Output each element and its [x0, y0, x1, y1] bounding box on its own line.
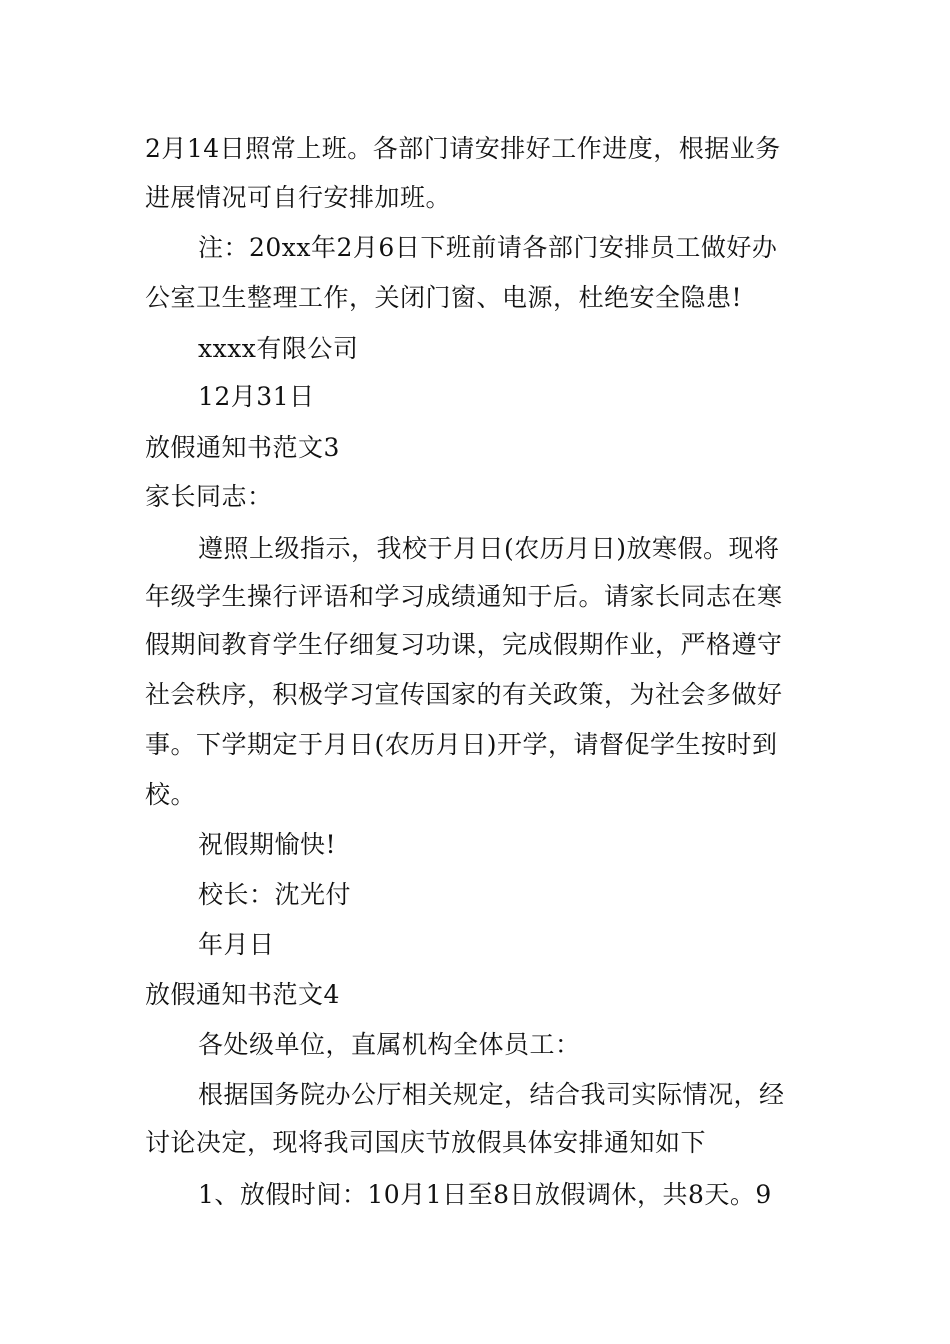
text-line: 遵照上级指示，我校于月日(农历月日)放寒假。现将	[198, 534, 780, 563]
salutation: 各处级单位，直属机构全体员工：	[198, 1030, 581, 1059]
text-line: 社会秩序，积极学习宣传国家的有关政策，为社会多做好	[145, 680, 783, 709]
text-line: 事。下学期定于月日(农历月日)开学，请督促学生按时到	[145, 730, 778, 759]
section-heading: 放假通知书范文3	[145, 433, 340, 462]
text-line: 进展情况可自行安排加班。	[145, 183, 452, 212]
closing-wish: 祝假期愉快!	[198, 830, 337, 859]
signature-date: 年月日	[198, 930, 275, 959]
note-line: 注：20xx年2月6日下班前请各部门安排员工做好办	[198, 233, 778, 262]
text-line: 假期间教育学生仔细复习功课，完成假期作业，严格遵守	[145, 630, 783, 659]
text-line: 1、放假时间：10月1日至8日放假调休，共8天。9	[198, 1180, 772, 1209]
text-line: 2月14日照常上班。各部门请安排好工作进度，根据业务	[145, 134, 781, 163]
text-line: 根据国务院办公厅相关规定，结合我司实际情况，经	[198, 1080, 785, 1109]
text-line: 讨论决定，现将我司国庆节放假具体安排通知如下	[145, 1128, 707, 1157]
text-line: 年级学生操行评语和学习成绩通知于后。请家长同志在寒	[145, 582, 783, 611]
text-line: 校。	[145, 780, 197, 809]
text-line: 公室卫生整理工作，关闭门窗、电源，杜绝安全隐患!	[145, 283, 743, 312]
signature-name: 校长：沈光付	[198, 880, 352, 909]
signature-date: 12月31日	[198, 382, 315, 411]
salutation: 家长同志：	[145, 482, 273, 511]
section-heading: 放假通知书范文4	[145, 980, 340, 1009]
signature-company: xxxx有限公司	[198, 334, 359, 363]
